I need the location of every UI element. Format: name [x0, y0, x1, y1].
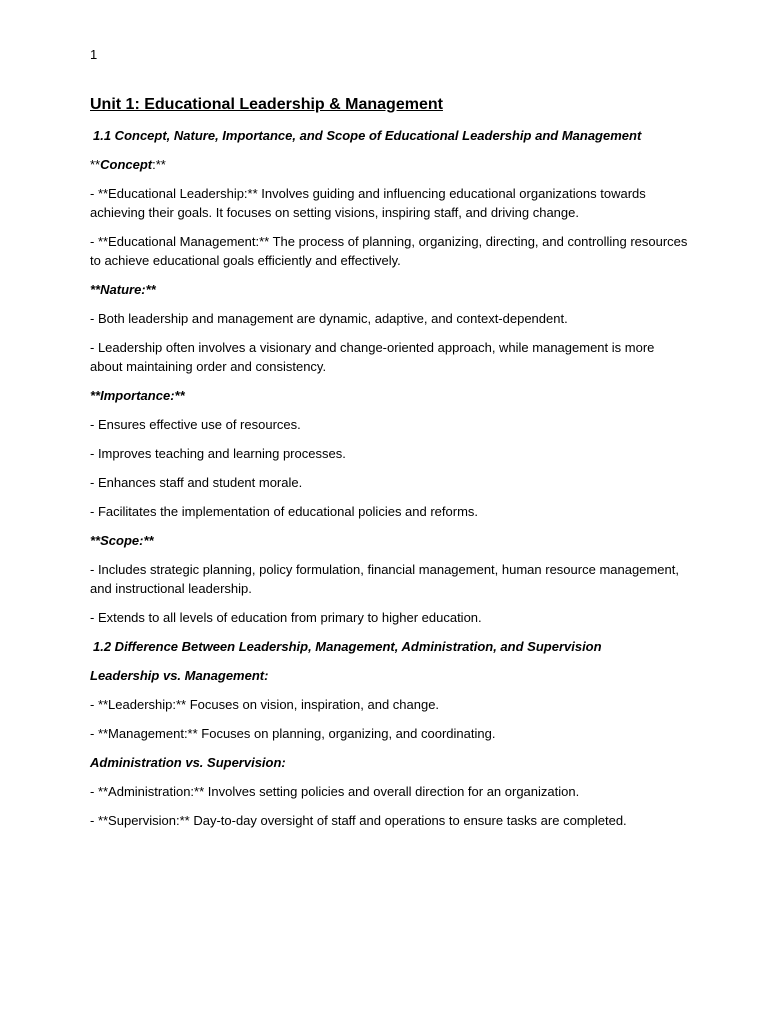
concept-label: Concept — [100, 157, 153, 172]
scope-label: **Scope:** — [90, 533, 154, 548]
avs-item-2: - **Supervision:** Day-to-day oversight of staff and operations to ensure tasks are completed. — [90, 813, 627, 828]
concept-label-line — [90, 155, 690, 174]
scope-item-2: - Extends to all levels of education from primary to higher education. — [90, 610, 482, 625]
section-2-heading: 1.2 Difference Between Leadership, Management, Administration, and Supervision — [93, 639, 602, 654]
concept-item-1: - **Educational Leadership:** Involves guiding and influencing educational organizations towards achieving their goals. It focuses on setting visions, inspiring staff, and driving change. — [90, 186, 646, 220]
leadership-vs-management-label: Leadership vs. Management: — [90, 668, 269, 683]
importance-item-4: - Facilitates the implementation of educational policies and reforms. — [90, 504, 479, 519]
lvm-item-2: - **Management:** Focuses on planning, organizing, and coordinating. — [90, 726, 496, 741]
page-number: 1 — [90, 47, 98, 62]
nature-label: **Nature:** — [90, 282, 156, 297]
scope-item-1: - Includes strategic planning, policy formulation, financial management, human resource management, and instructional leadership. — [90, 562, 679, 596]
concept-stars-open: ** — [90, 157, 101, 172]
concept-stars-close: :** — [152, 157, 166, 172]
concept-item-2: - **Educational Management:** The process of planning, organizing, directing, and controlling resources to achieve educational goals efficiently and effectively. — [90, 234, 688, 268]
importance-item-3: - Enhances staff and student morale. — [90, 475, 303, 490]
nature-item-2: - Leadership often involves a visionary and change-oriented approach, while management is more about maintaining order and consistency. — [90, 340, 655, 374]
importance-item-1: - Ensures effective use of resources. — [90, 417, 301, 432]
administration-vs-supervision-label: Administration vs. Supervision: — [90, 755, 286, 770]
lvm-item-1: - **Leadership:** Focuses on vision, inspiration, and change. — [90, 697, 440, 712]
section-1-heading: 1.1 Concept, Nature, Importance, and Scope of Educational Leadership and Management — [93, 128, 642, 143]
unit-title: Unit 1: Educational Leadership & Management — [90, 96, 443, 113]
document-body — [90, 94, 690, 840]
importance-label: **Importance:** — [90, 388, 185, 403]
importance-item-2: - Improves teaching and learning processes. — [90, 446, 346, 461]
nature-item-1: - Both leadership and management are dynamic, adaptive, and context-dependent. — [90, 311, 568, 326]
avs-item-1: - **Administration:** Involves setting policies and overall direction for an organization. — [90, 784, 580, 799]
